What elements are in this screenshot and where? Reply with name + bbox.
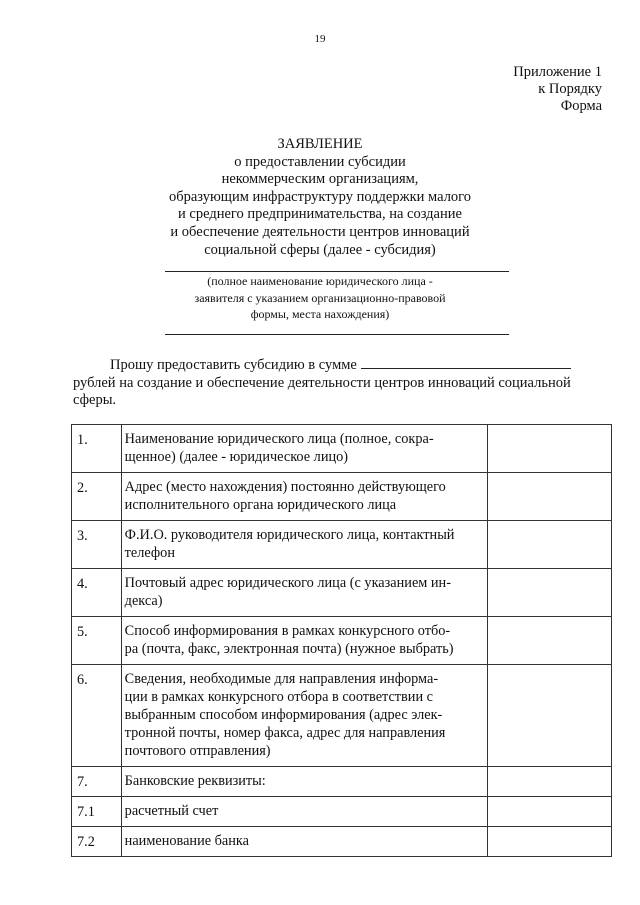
row-value-cell[interactable]: [487, 521, 611, 569]
row-value-cell[interactable]: [487, 617, 611, 665]
row-label-line: ра (почта, факс, электронная почта) (нужное выбрать): [124, 641, 454, 657]
row-label: [121, 569, 487, 617]
request-text-line: Прошу предоставить субсидию в сумме: [110, 357, 357, 373]
row-label-line: Наименование юридического лица (полное, сокра-: [124, 431, 434, 447]
table-row: [72, 617, 612, 665]
title-line: социальной сферы (далее - субсидия): [204, 241, 436, 258]
row-label: [121, 473, 487, 521]
row-label: [121, 521, 487, 569]
row-number: 4.: [72, 569, 122, 617]
row-label: [121, 767, 487, 797]
appendix-line: Форма: [560, 98, 602, 114]
row-label-line: телефон: [124, 545, 175, 561]
row-value-cell[interactable]: [487, 425, 611, 473]
row-number: 7.2: [72, 827, 122, 857]
row-label-line: почтового отправления): [124, 743, 271, 759]
row-label-line: Банковские реквизиты:: [124, 773, 266, 789]
caption-line: заявителя с указанием организационно-правовой: [194, 290, 446, 305]
applicant-address-line[interactable]: [165, 334, 509, 335]
row-value-cell[interactable]: [487, 767, 611, 797]
title-line: некоммерческим организациям,: [221, 171, 419, 188]
row-value-cell[interactable]: [487, 797, 611, 827]
applicant-name-line[interactable]: [165, 271, 509, 272]
row-number: 5.: [72, 617, 122, 665]
row-label: [121, 665, 487, 767]
table-row: [72, 797, 612, 827]
row-number: 2.: [72, 473, 122, 521]
appendix-line: Приложение 1: [513, 64, 602, 80]
title-line: образующим инфраструктуру поддержки малого: [168, 188, 472, 205]
table-row: [72, 473, 612, 521]
row-label-line: Ф.И.О. руководителя юридического лица, контактный: [124, 527, 455, 543]
title-line: о предоставлении субсидии: [234, 153, 406, 170]
row-label: [121, 425, 487, 473]
request-paragraph: [73, 356, 600, 410]
row-number: 1.: [72, 425, 122, 473]
row-label: [121, 617, 487, 665]
page-number: 19: [314, 33, 326, 45]
row-label-line: Сведения, необходимые для направления информа-: [124, 671, 439, 687]
row-number: 6.: [72, 665, 122, 767]
subsidy-amount-blank[interactable]: [361, 356, 571, 369]
caption-line: (полное наименование юридического лица -: [207, 274, 433, 288]
row-label-line: щенное) (далее - юридическое лицо): [124, 449, 349, 465]
document-title: [0, 136, 640, 259]
row-label-line: наименование банка: [124, 833, 249, 849]
request-text-line: сферы.: [73, 392, 117, 408]
appendix-label: [513, 64, 602, 115]
row-number: 7.: [72, 767, 122, 797]
row-number: 3.: [72, 521, 122, 569]
row-value-cell[interactable]: [487, 569, 611, 617]
row-value-cell[interactable]: [487, 827, 611, 857]
row-label-line: ции в рамках конкурсного отбора в соответствии с: [124, 689, 434, 705]
row-label: [121, 827, 487, 857]
table-row: [72, 827, 612, 857]
row-label-line: исполнительного органа юридического лица: [124, 497, 397, 513]
title-line: и обеспечение деятельности центров инноваций: [170, 223, 470, 240]
row-label-line: выбранным способом информирования (адрес элек-: [124, 707, 443, 723]
table-row: [72, 521, 612, 569]
row-label-line: тронной почты, номер факса, адрес для направления: [124, 725, 446, 741]
row-label-line: Способ информирования в рамках конкурсного отбо-: [124, 623, 451, 639]
row-label-line: расчетный счет: [124, 803, 219, 819]
table-row: [72, 425, 612, 473]
request-text-line: рублей на создание и обеспечение деятельности центров инноваций социальной: [73, 374, 571, 391]
application-table: [71, 424, 612, 857]
row-label: [121, 797, 487, 827]
title-line: и среднего предпринимательства, на создание: [178, 206, 462, 223]
table-row: [72, 665, 612, 767]
appendix-line: к Порядку: [538, 81, 602, 97]
row-label-line: декса): [124, 593, 163, 609]
row-value-cell[interactable]: [487, 473, 611, 521]
row-value-cell[interactable]: [487, 665, 611, 767]
table-row: [72, 569, 612, 617]
caption-line: формы, места нахождения): [250, 307, 390, 321]
row-number: 7.1: [72, 797, 122, 827]
row-label-line: Почтовый адрес юридического лица (с указанием ин-: [124, 575, 451, 591]
table-row: [72, 767, 612, 797]
row-label-line: Адрес (место нахождения) постоянно действующего: [124, 479, 446, 495]
title-heading: ЗАЯВЛЕНИЕ: [277, 136, 363, 152]
applicant-caption: [0, 273, 640, 323]
